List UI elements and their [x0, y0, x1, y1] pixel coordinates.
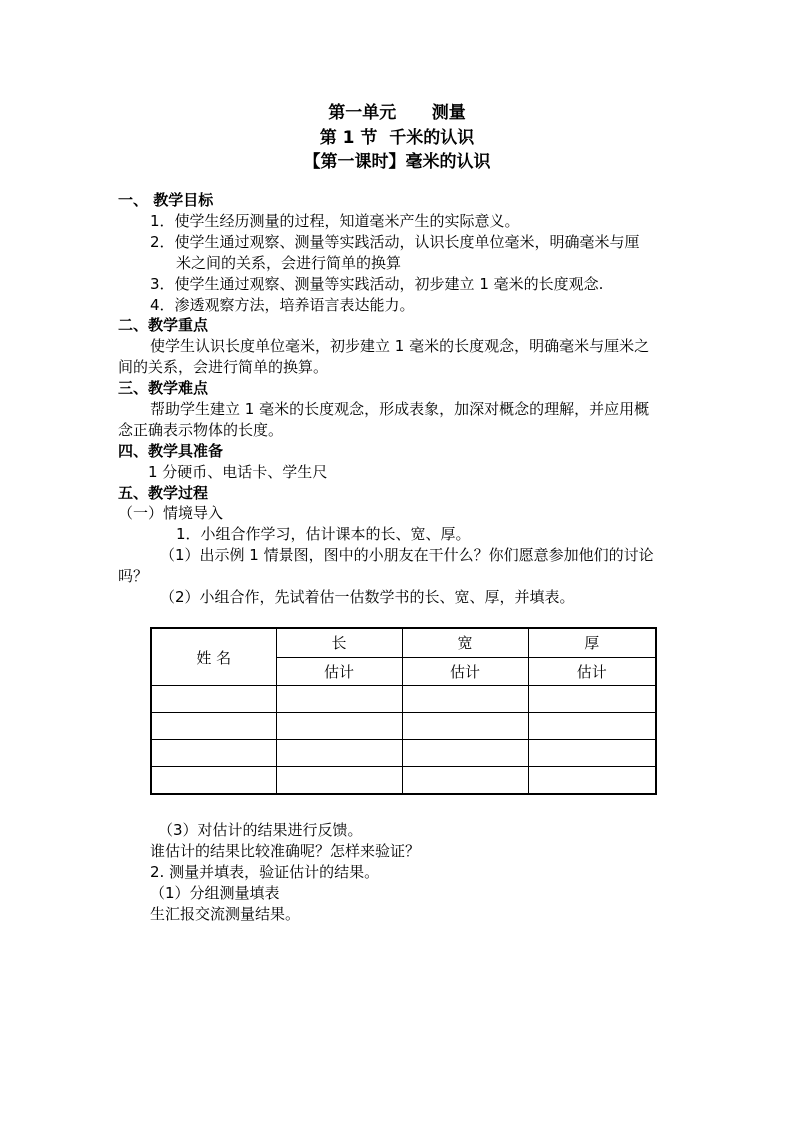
materials-text: 1 分硬币、电话卡、学生尺	[148, 463, 328, 481]
table-header-name: 姓 名	[151, 628, 276, 686]
process-text: 2. 测量并填表，验证估计的结果。	[150, 863, 380, 881]
process-text: 吗？	[118, 567, 149, 585]
process-text: （1）出示例 1 情景图，图中的小朋友在干什么？你们愿意参加他们的讨论	[160, 546, 654, 564]
objective-item: 4．渗透观察方法，培养语言表达能力。	[150, 296, 415, 314]
table-row	[151, 686, 656, 713]
table-header-length: 长	[276, 628, 402, 657]
process-text: （1）分组测量填表	[150, 884, 280, 902]
table-subheader-estimate: 估计	[402, 657, 528, 686]
table-subheader-estimate: 估计	[276, 657, 402, 686]
table-row	[151, 740, 656, 767]
heading-objectives: 一、 教学目标	[118, 191, 214, 209]
estimation-table	[150, 627, 657, 795]
difficulties-text: 帮助学生建立 1 毫米的长度观念，形成表象，加深对概念的理解，并应用概	[150, 400, 650, 418]
section-title: 第 1 节 千米的认识	[319, 128, 475, 148]
objective-item: 2．使学生通过观察、测量等实践活动，认识长度单位毫米，明确毫米与厘	[150, 233, 640, 251]
key-points-text: 使学生认识长度单位毫米，初步建立 1 毫米的长度观念，明确毫米与厘米之	[150, 337, 650, 355]
difficulties-text: 念正确表示物体的长度。	[118, 421, 284, 439]
subheading-intro: （一）情境导入	[118, 504, 224, 522]
process-text: 1．小组合作学习，估计课本的长、宽、厚。	[176, 525, 471, 543]
objective-item-continuation: 米之间的关系，会进行简单的换算	[176, 254, 402, 272]
objective-item: 3．使学生通过观察、测量等实践活动，初步建立 1 毫米的长度观念.	[150, 275, 604, 293]
unit-title: 第一单元 测量	[328, 103, 466, 123]
heading-materials: 四、教学具准备	[118, 442, 224, 460]
table-row	[151, 713, 656, 740]
heading-difficulties: 三、教学难点	[118, 379, 209, 397]
key-points-text: 间的关系，会进行简单的换算。	[118, 358, 329, 376]
table-header-thickness: 厚	[528, 628, 656, 657]
table-header-width: 宽	[402, 628, 528, 657]
process-text: 谁估计的结果比较准确呢？怎样来验证？	[150, 842, 421, 860]
process-text: 生汇报交流测量结果。	[150, 905, 301, 923]
heading-key-points: 二、教学重点	[118, 316, 209, 334]
process-text: （2）小组合作，先试着估一估数学书的长、宽、厚，并填表。	[160, 588, 575, 606]
process-text: （3）对估计的结果进行反馈。	[158, 821, 363, 839]
heading-process: 五、教学过程	[118, 484, 209, 502]
lesson-title: 【第一课时】毫米的认识	[303, 152, 491, 172]
table-subheader-estimate: 估计	[528, 657, 656, 686]
table-row	[151, 767, 656, 795]
objective-item: 1．使学生经历测量的过程，知道毫米产生的实际意义。	[150, 212, 520, 230]
